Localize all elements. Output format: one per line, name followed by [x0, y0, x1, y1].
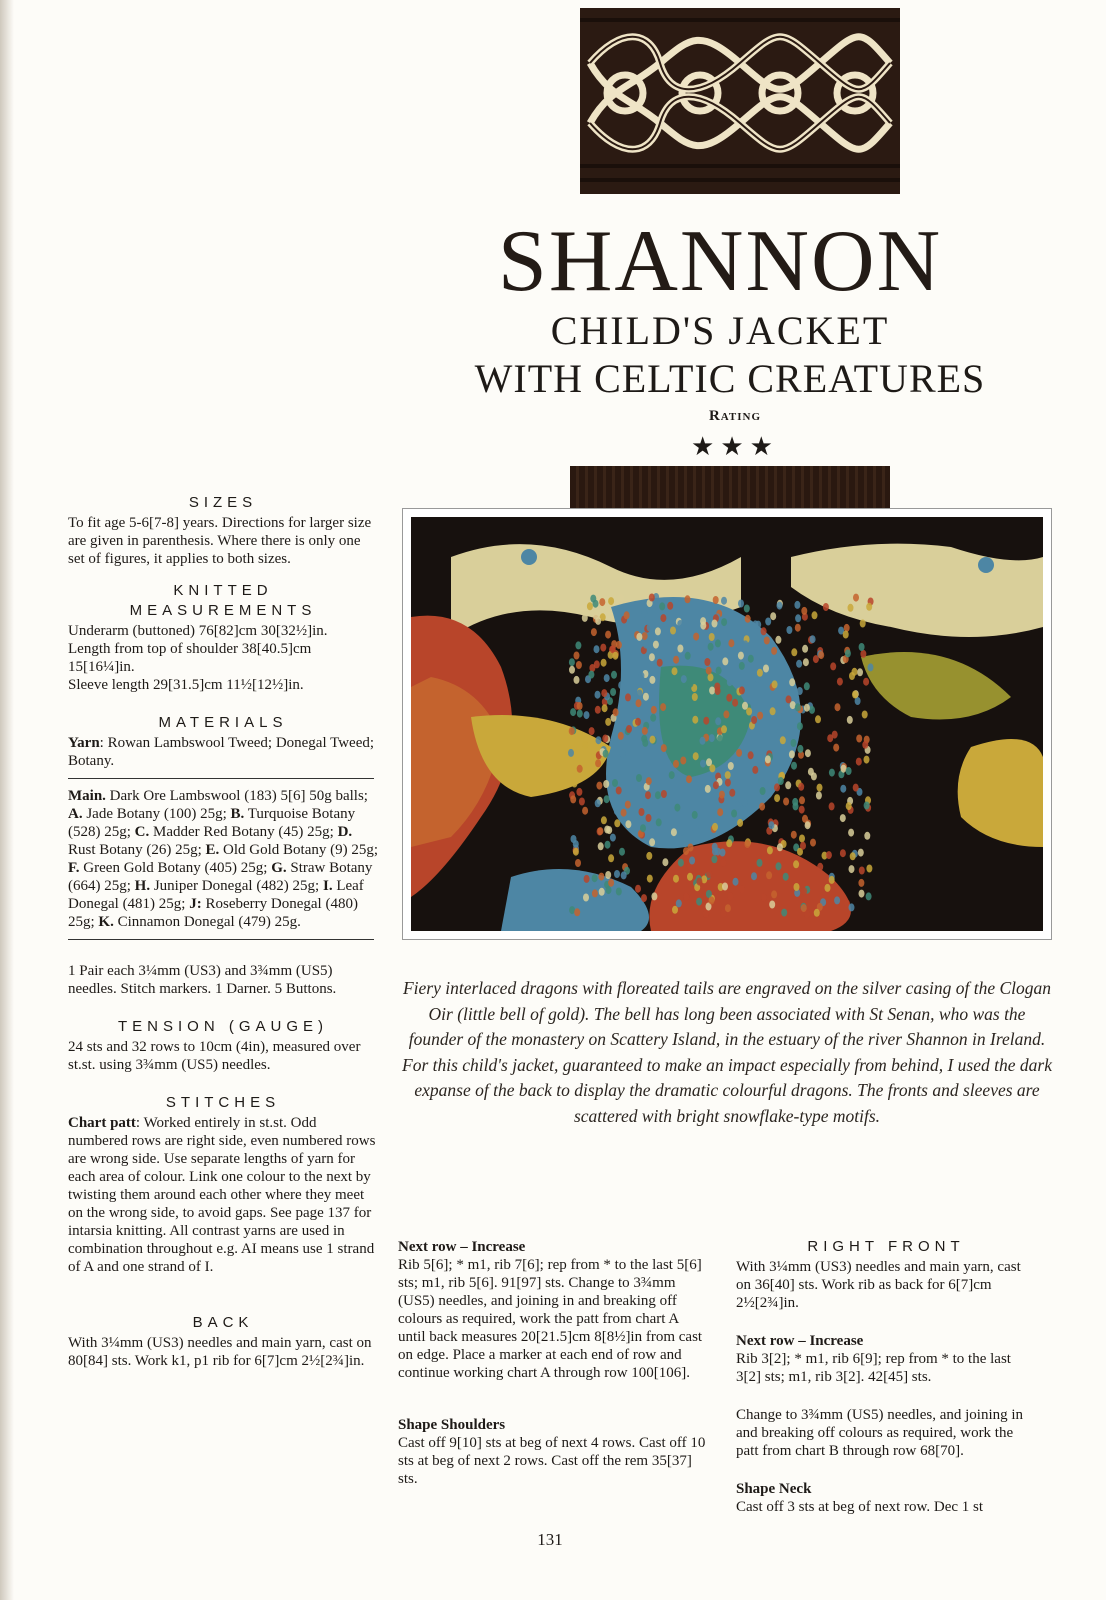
stitches-heading: STITCHES	[165, 1094, 281, 1111]
shape-neck-text: Cast off 3 sts at beg of next row. Dec 1 st	[736, 1499, 984, 1515]
colour-text: Cinnamon Donegal (479) 25g.	[113, 914, 301, 930]
page-number: 131	[537, 1530, 563, 1549]
banner-stripe	[580, 164, 900, 168]
measurement-line: Sleeve length 29[31.5]cm 11½[12½]in.	[68, 677, 304, 693]
colour-label: J:	[189, 896, 202, 912]
colour-label: D.	[337, 824, 353, 840]
page-gutter	[0, 0, 14, 1600]
measurements-heading-line2: MEASUREMENTS	[129, 602, 317, 619]
colour-label: B.	[230, 806, 245, 822]
subtitle-line1: CHILD'S JACKET	[550, 308, 890, 353]
colour-text: Old Gold Botany (9) 25g;	[219, 842, 379, 858]
rating-label: Rating	[708, 408, 762, 424]
divider	[68, 939, 374, 940]
page-title: SHANNON	[497, 213, 943, 310]
colour-label: Main.	[68, 788, 106, 804]
right-column	[736, 1238, 1036, 1516]
photo-caption: Fiery interlaced dragons with floreated tails are engraved on the silver casing of the Clogan Oir (little bell of gold). The bell has long been associated with St Senan, who was the founder of the monastery on Scattery Island, in the estuary of the river Shannon in Ireland. For this child's jacket, guaranteed to make an impact especially from behind, I used the dark expanse of the back to display the dramatic colourful dragons. The fronts and sleeves are scattered with bright snowflake-type motifs.	[402, 978, 1052, 1126]
measurements-heading-line1: KNITTED	[173, 582, 273, 599]
celtic-knot-banner	[580, 8, 900, 194]
tension-text: 24 sts and 32 rows to 10cm (4in), measured over st.st. using 3¾mm (US5) needles.	[68, 1039, 361, 1073]
yarn-label: Yarn	[68, 735, 100, 751]
colour-text: Leaf Donegal (481) 25g;	[68, 878, 364, 912]
right-front-heading: RIGHT FRONT	[807, 1238, 965, 1255]
right-front-increase-text: Rib 3[2]; * m1, rib 6[9]; rep from * to the last 3[2] sts; m1, rib 3[2]. 42[45] sts.	[736, 1351, 1011, 1385]
tension-heading: TENSION (GAUGE)	[117, 1018, 328, 1035]
colour-label: C.	[134, 824, 150, 840]
photo-frame	[402, 508, 1052, 940]
measurement-line: Underarm (buttoned) 76[82]cm 30[32½]in.	[68, 623, 328, 639]
banner-stripe	[580, 18, 900, 22]
rating-stars-icon: ★★★	[691, 432, 779, 462]
right-front-increase-heading: Next row – Increase	[736, 1333, 864, 1349]
colour-text: Juniper Donegal (482) 25g;	[150, 878, 323, 894]
yarn-line	[68, 734, 378, 770]
colour-label: H.	[134, 878, 151, 894]
measurement-line: Length from top of shoulder 38[40.5]cm 15[16¼]in.	[68, 641, 312, 675]
colour-label: F.	[68, 860, 80, 876]
colour-text: Turquoise Botany (528) 25g;	[68, 806, 356, 840]
celtic-knot-icon	[580, 28, 900, 158]
shape-shoulders-text: Cast off 9[10] sts at beg of next 4 rows. Cast off 10 sts at beg of next 2 rows. Cast off the rem 35[37] sts.	[398, 1435, 706, 1487]
colour-label: A.	[68, 806, 83, 822]
sizes-heading: SIZES	[188, 494, 258, 511]
shape-shoulders-heading: Shape Shoulders	[398, 1417, 506, 1433]
colour-text: Dark Ore Lambswool (183) 5[6] 50g balls;	[105, 788, 368, 804]
knitted-dragon-photo-icon	[411, 517, 1043, 931]
right-front-change-text: Change to 3¾mm (US5) needles, and joining in and breaking off colours as required, work the patt from chart B through row 68[70].	[736, 1407, 1024, 1459]
needles-text: 1 Pair each 3¼mm (US3) and 3¾mm (US5) needles. Stitch markers. 1 Darner. 5 Buttons.	[68, 963, 337, 997]
right-front-text: With 3¼mm (US3) needles and main yarn, cast on 36[40] sts. Work rib as back for 6[7]cm 2½[2¾]in.	[736, 1259, 1021, 1311]
subtitle-line2: WITH CELTIC CREATURES	[474, 356, 986, 401]
colour-label: I.	[322, 878, 333, 894]
stitches-text	[68, 1114, 378, 1276]
banner-stripe	[580, 178, 900, 182]
back-increase-heading: Next row – Increase	[398, 1239, 526, 1255]
colour-label: E.	[205, 842, 220, 858]
colour-label: G.	[271, 860, 287, 876]
divider	[68, 778, 374, 779]
back-heading: BACK	[192, 1314, 254, 1331]
dark-tab-decoration	[570, 466, 890, 508]
colour-text: Jade Botany (100) 25g;	[82, 806, 231, 822]
colour-text: Rust Botany (26) 25g;	[68, 842, 206, 858]
back-increase-text: Rib 5[6]; * m1, rib 7[6]; rep from * to the last 5[6] sts; m1, rib 5[6]. 91[97] sts. Change to 3¾mm (US5) needles, and joining in and breaking off colours as required, work the patt from chart A until back measures 20[21.5]cm 8[8½]in from cast on edge. Place a marker at each end of row and continue working chart A through row 100[106].	[398, 1257, 703, 1381]
yarn-text: : Rowan Lambswool Tweed; Donegal Tweed; Botany.	[68, 735, 375, 769]
middle-column	[398, 1238, 708, 1488]
sizes-text: To fit age 5-6[7-8] years. Directions for larger size are given in parenthesis. Where there is only one set of figures, it applies to both sizes.	[68, 515, 372, 567]
stitches-body: : Worked entirely in st.st. Odd numbered rows are right side, even numbered rows are wrong side. Use separate lengths of yarn for each area of colour. Link one colour to the next by twisting them around each other where they meet on the wrong side, to avoid gaps. See page 137 for intarsia knitting. All contrast yarns are used in combination throughout e.g. AI means use 1 strand of A and one strand of I.	[68, 1115, 376, 1275]
shape-neck-heading: Shape Neck	[736, 1481, 812, 1497]
chart-patt-label: Chart patt	[68, 1115, 136, 1131]
colour-text: Green Gold Botany (405) 25g;	[79, 860, 272, 876]
colour-text: Roseberry Donegal (480) 25g;	[68, 896, 358, 930]
materials-heading: MATERIALS	[158, 714, 288, 731]
colour-label: K.	[98, 914, 114, 930]
colour-text: Madder Red Botany (45) 25g;	[149, 824, 338, 840]
colour-list	[68, 787, 378, 931]
left-column	[68, 494, 378, 1370]
colour-text: Straw Botany (664) 25g;	[68, 860, 373, 894]
back-text: With 3¼mm (US3) needles and main yarn, cast on 80[84] sts. Work k1, p1 rib for 6[7]cm 2½[2¾]in.	[68, 1335, 372, 1369]
